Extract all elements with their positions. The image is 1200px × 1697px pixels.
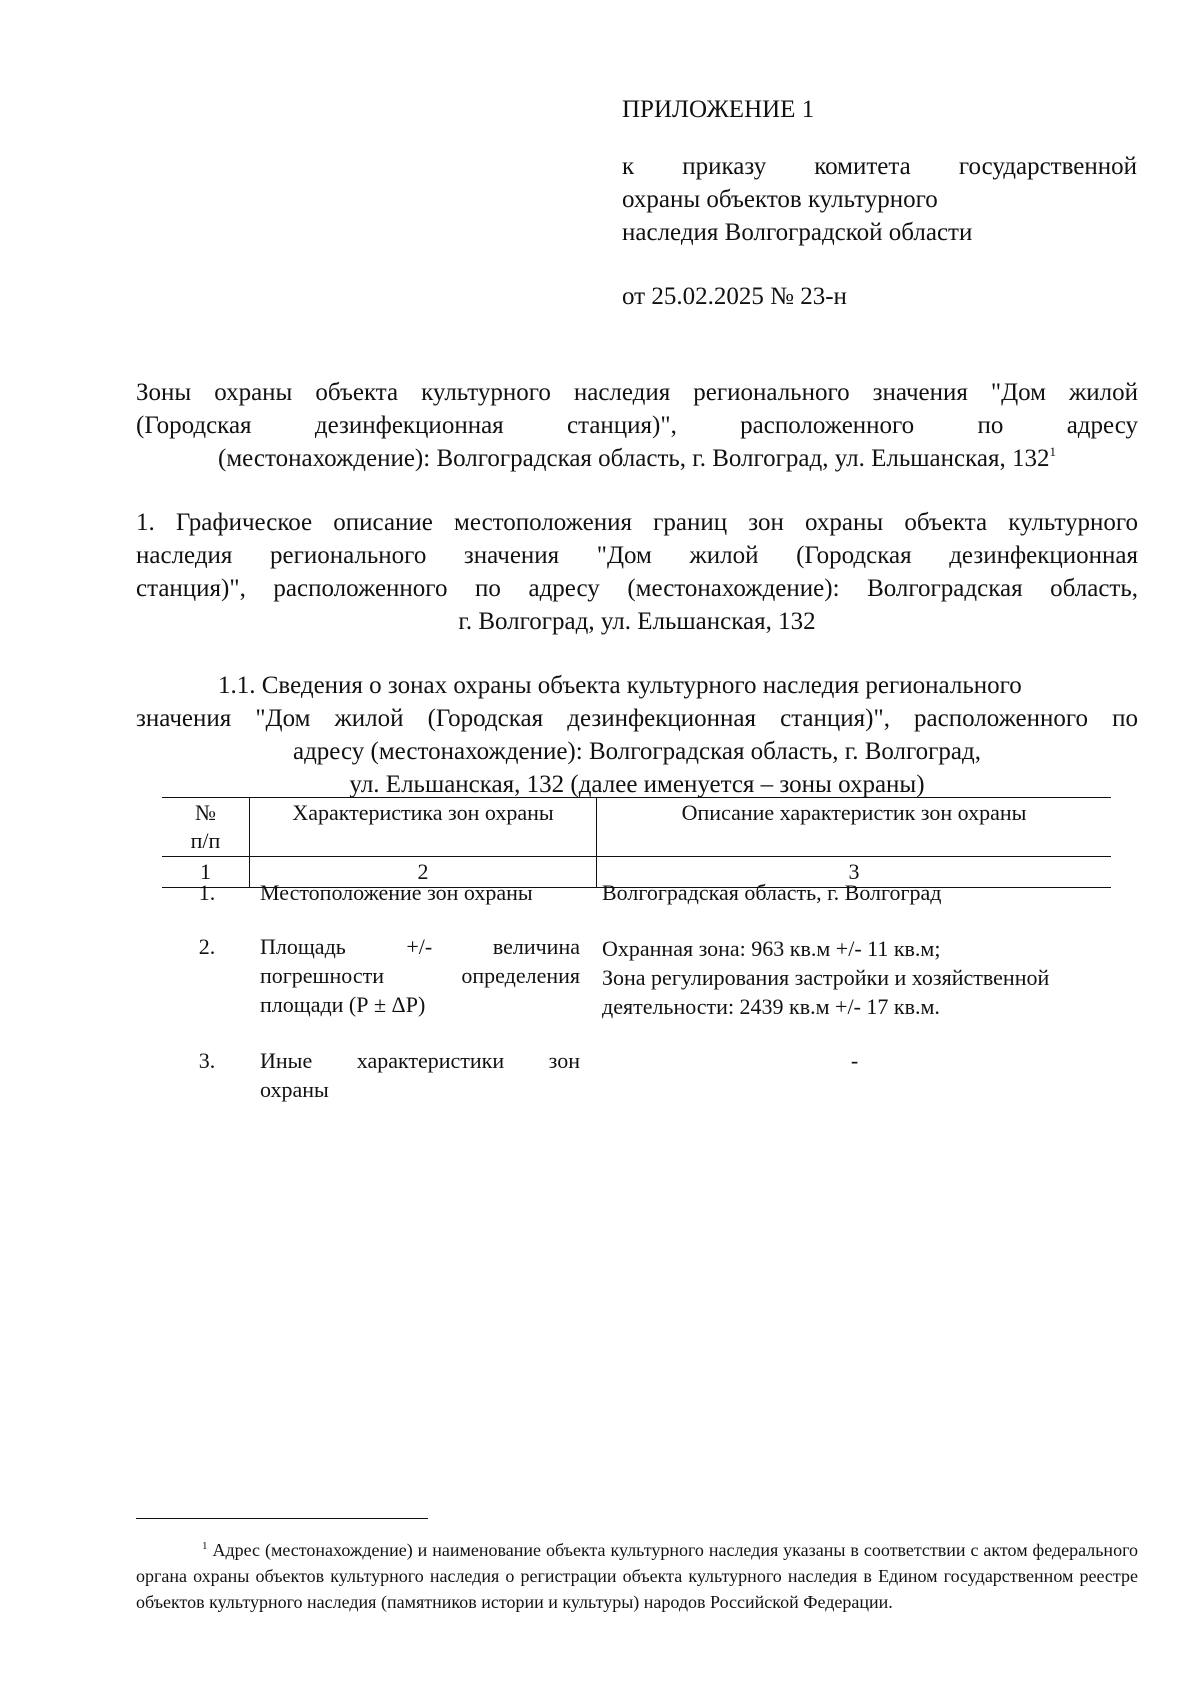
title-line	[136, 442, 1138, 475]
column-number-cell: 1	[162, 857, 250, 888]
row-2-characteristic-line: Площадь +/- величина	[260, 934, 580, 959]
row-1-num: 1.	[198, 880, 216, 905]
row-2-description-line: Зона регулирования застройки и хозяйственной	[602, 965, 1050, 990]
annex-subtitle-line: наследия Волгоградской области	[622, 219, 973, 246]
annex-date: от 25.02.2025 № 23-н	[622, 283, 847, 310]
row-2-characteristic-line: погрешности определения	[260, 963, 580, 988]
section-1-1-heading	[136, 669, 1138, 801]
header-num-cell	[162, 798, 250, 857]
section-1-line: г. Волгоград, ул. Ельшанская, 132	[458, 608, 816, 635]
title-line-text: (местонахождение): Волгоградская область, г. Волгоград, ул. Ельшанская, 132	[218, 445, 1050, 472]
row-3-characteristic	[260, 1046, 580, 1104]
annex-subtitle-line: охраны объектов культурного	[622, 186, 938, 213]
row-2-description-line: деятельности: 2439 кв.м +/- 17 кв.м.	[602, 994, 940, 1019]
section-1-line: станция)", расположенного по адресу (местонахождение): Волгоградская область,	[136, 575, 1138, 602]
section-1-1-line: 1.1. Сведения о зонах охраны объекта культурного наследия регионального	[218, 672, 1022, 699]
row-3-description: -	[850, 1048, 859, 1073]
header-description-cell: Описание характеристик зон охраны	[597, 798, 1112, 857]
section-1-heading	[136, 506, 1138, 638]
footnote-indent	[136, 1540, 202, 1560]
section-1-line: 1. Графическое описание местоположения границ зон охраны объекта культурного	[136, 509, 1138, 536]
section-1-1-line: адресу (местонахождение): Волгоградская область, г. Волгоград,	[292, 738, 981, 765]
title-line: (Городская дезинфекционная станция)", расположенного по адресу	[136, 412, 1138, 439]
column-number-cell: 2	[250, 857, 597, 888]
zones-table-header	[162, 797, 1111, 888]
title-line: Зоны охраны объекта культурного наследия регионального значения "Дом жилой	[136, 379, 1138, 406]
header-num-line1: №	[195, 800, 216, 825]
section-1-1-line: ул. Ельшанская, 132 (далее именуется – зоны охраны)	[349, 771, 925, 798]
row-1-description: Волгоградская область, г. Волгоград	[602, 880, 942, 905]
row-2-description	[602, 934, 1107, 1021]
column-number-cell: 3	[597, 857, 1112, 888]
footnote-reference[interactable]: 1	[1049, 444, 1056, 459]
footnote-separator	[136, 1518, 428, 1519]
row-2-description-line: Охранная зона: 963 кв.м +/- 11 кв.м;	[602, 936, 941, 961]
header-num-line2: п/п	[190, 828, 221, 853]
row-1-characteristic: Местоположение зон охраны	[260, 880, 533, 905]
row-2-characteristic-line: площади (Р ± ΔР)	[260, 992, 426, 1017]
row-3-characteristic-line: Иные характеристики зон	[260, 1048, 580, 1073]
annex-subtitle-line: к приказу комитета государственной	[622, 153, 1137, 180]
annex-subtitle	[622, 150, 1137, 249]
footnote	[136, 1537, 1138, 1615]
footnote-text: Адрес (местонахождение) и наименование объекта культурного наследия указаны в соответствии с актом федерального органа охраны объектов культурного наследия о регистрации объекта культурного наследия в Едином государственном реестре объектов культурного наследия (памятников истории и культуры) народов Российской Федерации.	[136, 1540, 1139, 1612]
row-3-num: 3.	[198, 1048, 216, 1073]
footnote-mark: 1	[202, 1540, 208, 1552]
row-2-num: 2.	[198, 934, 216, 959]
row-3-characteristic-line: охраны	[260, 1077, 329, 1102]
document-title	[136, 376, 1138, 475]
section-1-1-line: значения "Дом жилой (Городская дезинфекционная станция)", расположенного по	[136, 705, 1138, 732]
section-1-line: наследия регионального значения "Дом жилой (Городская дезинфекционная	[136, 542, 1138, 569]
row-2-characteristic	[260, 932, 580, 1019]
header-characteristic-cell: Характеристика зон охраны	[250, 798, 597, 857]
annex-title: ПРИЛОЖЕНИЕ 1	[622, 96, 815, 123]
